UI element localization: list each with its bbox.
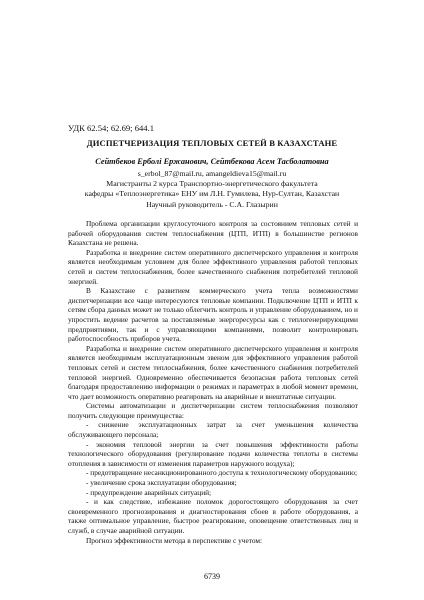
scientific-advisor: Научный руководитель - С.А. Глазырин	[146, 199, 278, 209]
list-item: - снижение эксплуатационных затрат за счет уменьшения количества обслуживающего персонала;	[68, 420, 358, 440]
article-title: ДИСПЕТЧЕРИЗАЦИЯ ТЕПЛОВЫХ СЕТЕЙ В КАЗАХСТАНЕ	[86, 138, 338, 148]
list-item: - и как следствие, избежание поломок дорогостоящего оборудования за счет своевременного прогнозирования и диагностирования сбоев в работе оборудования, а также оптимальное управление, быстрое реагирование, оповещение ответственных лиц и служб, в случае аварийной ситуации.	[68, 497, 358, 535]
udc-code: УДК 62.54; 62.69; 644.1	[68, 123, 155, 133]
author-affiliation: Магистранты 2 курса Транспортно-энергетического факультета	[106, 179, 318, 189]
list-item: - экономия тепловой энергии за счет повышения эффективности работы технологического оборудования (регулирование подачи количества теплоты в системы отопления в зависимости от изменения параметров наружного воздуха);	[68, 439, 358, 468]
closing-paragraph: Прогноз эффективности метода в перспективе с учетом:	[86, 535, 263, 545]
author-info	[56, 169, 368, 210]
paragraph: В Казахстане с развитием коммерческого учета тепла возможностями диспетчеризации все чаще интересуются тепловые компании. Подключение ЦТП и ИТП к сетям сбора данных может не только облегчить контроль и управление оборудованием, но и упростить ведение расчетов за поставляемые энергоресурсы как с теплогенерирующими предприятиями, так и с управляющими компаниями, позволит контролировать работоспособность приборов учета.	[68, 286, 358, 344]
author-department: кафедры «Теплоэнергетика» ЕНУ им Л.Н. Гумилева, Нур-Султан, Казахстан	[84, 189, 340, 199]
paragraph: Проблема организации круглосуточного контроля за состоянием тепловых сетей и рабочей оборудования систем теплоснабжения (ЦТП, ИТП) в большинстве регионов Казахстана не решена.	[68, 219, 358, 248]
article-body	[68, 219, 358, 545]
paragraph: Системы автоматизации и диспетчеризации систем теплоснабжения позволяют получить следующие преимущества:	[68, 401, 358, 420]
author-emails: s_erbol_87@mail.ru, amangeldieva15@mail.ru	[137, 169, 287, 178]
paragraph: Разработка и внедрение систем оперативного диспетчерского управления и контроля является необходимым условием для более эффективного управления работой тепловых сетей и систем теплоснабжения, более качественного снабжения потребителей тепловой энергией.	[68, 247, 358, 286]
page-number: 6739	[204, 572, 220, 581]
authors: Сейтбеков Ерболі Ержанович, Сейтбекова Асем Тасболатовна	[95, 157, 329, 166]
list-item: - предотвращение несанкционированного доступа к технологическому оборудованию;	[86, 468, 358, 478]
advantages-list	[68, 420, 358, 535]
list-item: - увеличение срока эксплуатации оборудования;	[86, 478, 237, 488]
list-item: - предупреждение аварийных ситуаций;	[86, 487, 212, 497]
paragraph: Разработка и внедрение систем оперативного диспетчерского управления и контроля является необходимым эксплуатационным звеном для эффективного управления работой тепловых сетей и систем теплоснабжения, более качественного снабжения потребителей тепловой энергией. Одновременно обеспечивается безопасная работа тепловых сетей благодаря предоставлению информации о режимах и параметрах в любой момент времени, что дает возможность оперативно реагировать на аварийные и внештатные ситуации.	[68, 343, 358, 401]
